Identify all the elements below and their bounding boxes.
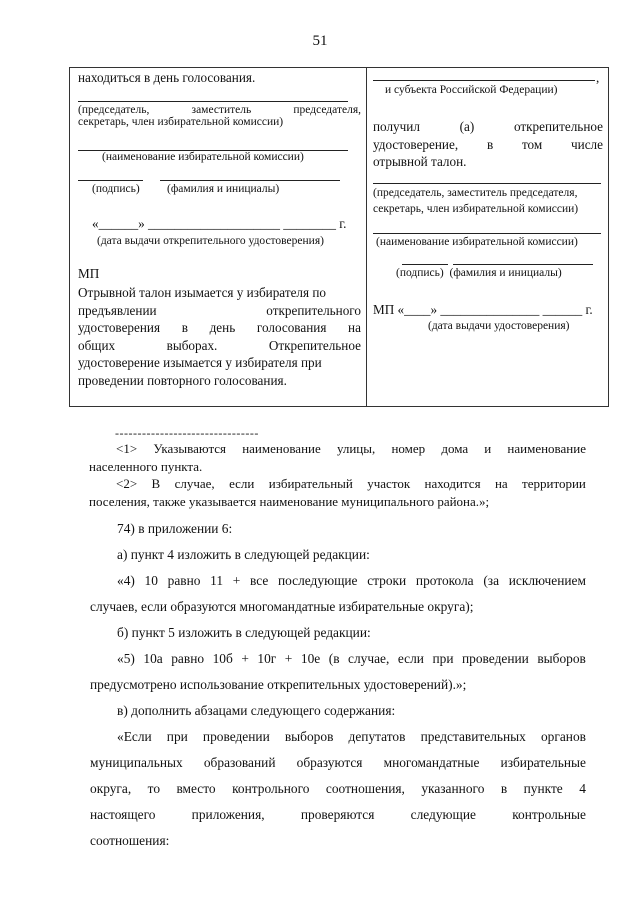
word: муниципальных bbox=[90, 755, 183, 770]
word: день bbox=[209, 320, 236, 335]
word: получил bbox=[373, 119, 420, 134]
word: проверяются bbox=[300, 807, 375, 822]
word: «Если bbox=[117, 729, 152, 744]
word: Указываются bbox=[153, 441, 227, 456]
word: на bbox=[494, 476, 508, 491]
word: представительных bbox=[420, 729, 526, 744]
received-line bbox=[373, 153, 603, 171]
word: пункте bbox=[523, 781, 563, 796]
left-top-line: находиться в день голосования. bbox=[78, 70, 256, 85]
word: настоящего bbox=[90, 807, 156, 822]
left-commission-label: (наименование избирательной комиссии) bbox=[102, 151, 304, 163]
word: том bbox=[521, 136, 543, 152]
word: номер bbox=[391, 441, 426, 456]
left-date-label: (дата выдачи открепительного удостоверения) bbox=[97, 235, 324, 247]
word: проведении bbox=[462, 651, 529, 666]
note-line bbox=[78, 302, 361, 320]
word: избирательный bbox=[268, 476, 353, 491]
word: образуются bbox=[296, 755, 363, 770]
word: выборов bbox=[284, 729, 334, 744]
word: + bbox=[232, 573, 241, 588]
right-top-comma: , bbox=[596, 70, 600, 85]
note-line bbox=[78, 354, 361, 372]
body-line bbox=[90, 542, 586, 568]
word: отрывной талон. bbox=[373, 154, 467, 169]
note-line bbox=[78, 372, 361, 390]
note-line bbox=[78, 337, 361, 355]
word: депутатов bbox=[348, 729, 406, 744]
left-sign-label: (подпись) bbox=[92, 183, 140, 195]
word: протокола bbox=[415, 573, 474, 588]
word: открепительного bbox=[266, 302, 361, 318]
note-line bbox=[78, 284, 361, 302]
word: (за bbox=[483, 573, 500, 588]
word: 10а bbox=[143, 651, 163, 666]
word: наименование bbox=[242, 441, 321, 456]
right-mp-date-line: МП «____» _______________ ______ г. bbox=[373, 302, 593, 317]
body-line bbox=[90, 828, 586, 854]
body-line bbox=[90, 776, 586, 802]
right-top-line bbox=[373, 80, 595, 81]
right-commission-label: (наименование избирательной комиссии) bbox=[376, 236, 578, 248]
word: Отрывной талон изымается у избирателя по bbox=[78, 285, 327, 300]
body-line bbox=[90, 516, 586, 542]
right-officer-label-1: (председатель, заместитель председателя, bbox=[373, 187, 578, 199]
amendment-text bbox=[90, 516, 586, 854]
word: В bbox=[151, 476, 161, 491]
right-commission-line bbox=[373, 233, 601, 234]
right-officer-line bbox=[373, 183, 601, 184]
region-label: и субъекта Российской Федерации) bbox=[385, 84, 558, 96]
word: удостоверение, bbox=[373, 136, 459, 152]
word: предъявлении bbox=[78, 302, 157, 318]
word: округа, bbox=[90, 781, 132, 796]
word: строки bbox=[367, 573, 407, 588]
word: при bbox=[432, 651, 454, 666]
word: заместитель bbox=[191, 104, 252, 116]
word: 4 bbox=[579, 781, 586, 796]
word: <1> bbox=[116, 441, 138, 456]
received-line bbox=[373, 118, 603, 136]
word: все bbox=[249, 573, 269, 588]
footnote-separator: -------------------------------- bbox=[115, 426, 259, 440]
word: дома bbox=[441, 441, 469, 456]
word: голосования bbox=[256, 320, 327, 335]
word: равно bbox=[167, 573, 201, 588]
word: случаев, если образуются многомандатные избирательные округа); bbox=[90, 599, 474, 614]
note-line bbox=[78, 319, 361, 337]
footnote-line bbox=[89, 493, 586, 511]
word: 10е bbox=[300, 651, 321, 666]
word: (председатель, bbox=[78, 104, 150, 116]
word: участок bbox=[367, 476, 411, 491]
page-number: 51 bbox=[312, 33, 328, 49]
word: случае, bbox=[174, 476, 215, 491]
word: <2> bbox=[116, 476, 138, 491]
word: 10б bbox=[212, 651, 233, 666]
body-line bbox=[90, 620, 586, 646]
word: если bbox=[397, 651, 424, 666]
body-line bbox=[90, 672, 586, 698]
word: улицы, bbox=[336, 441, 376, 456]
word: исключением bbox=[508, 573, 586, 588]
word: проведении повторного голосования. bbox=[78, 372, 287, 388]
word: многомандатные bbox=[383, 755, 480, 770]
word: 10г bbox=[257, 651, 277, 666]
word: населенного пункта. bbox=[89, 458, 203, 474]
body-line bbox=[90, 750, 586, 776]
word: поселения, также указывается наименование муниципального района.»; bbox=[89, 493, 490, 509]
word: числе bbox=[571, 136, 603, 152]
word: случае, bbox=[348, 651, 390, 666]
word: в) дополнить абзацами следующего содержания: bbox=[117, 703, 396, 718]
received-text bbox=[373, 118, 603, 171]
left-officer-label-line: секретарь, член избирательной комиссии) bbox=[78, 116, 284, 128]
footnotes bbox=[89, 440, 586, 510]
word: избирательные bbox=[500, 755, 586, 770]
word: а) пункт 4 изложить в следующей редакции: bbox=[117, 547, 370, 562]
word: в bbox=[181, 320, 188, 335]
word: если bbox=[229, 476, 255, 491]
right-officer-label-2: секретарь, член избирательной комиссии) bbox=[373, 203, 579, 215]
word: соотношения, bbox=[325, 781, 405, 796]
name-line bbox=[160, 180, 340, 181]
right-sign-line bbox=[402, 264, 448, 265]
word: и bbox=[484, 441, 492, 456]
right-date-label: (дата выдачи удостоверения) bbox=[428, 320, 570, 332]
body-line bbox=[90, 594, 586, 620]
word: 11 bbox=[210, 573, 224, 588]
word: указанного bbox=[421, 781, 485, 796]
word: следующие bbox=[410, 807, 476, 822]
word: открепительное bbox=[513, 119, 603, 134]
left-date-line: «______» ____________________ ________ г. bbox=[92, 216, 347, 231]
word: приложения, bbox=[191, 807, 265, 822]
word: контрольные bbox=[512, 807, 586, 822]
footnote-line bbox=[116, 440, 586, 458]
word: предусмотрено использование открепительных удостоверений).»; bbox=[90, 677, 467, 692]
body-line bbox=[90, 724, 586, 750]
officer-signature-line bbox=[78, 101, 348, 102]
word: органов bbox=[540, 729, 586, 744]
left-name-label: (фамилия и инициалы) bbox=[167, 183, 280, 195]
word: в bbox=[486, 136, 494, 152]
right-sign-name-label: (подпись) (фамилия и инициалы) bbox=[396, 267, 562, 279]
word: последующие bbox=[277, 573, 358, 588]
word: выборов bbox=[537, 651, 586, 666]
footnote-line bbox=[116, 475, 586, 493]
word: наименование bbox=[507, 441, 586, 456]
mp-stamp-label: МП bbox=[78, 266, 100, 281]
body-line bbox=[90, 646, 586, 672]
word: + bbox=[284, 651, 293, 666]
word: общих bbox=[78, 337, 116, 353]
word: выборах. bbox=[166, 337, 218, 353]
footnote-line bbox=[89, 458, 586, 476]
body-line bbox=[90, 802, 586, 828]
received-line bbox=[373, 136, 603, 154]
word: Открепительное bbox=[268, 337, 361, 353]
left-officer-label-line bbox=[78, 104, 361, 116]
word: «5) bbox=[117, 651, 135, 666]
word: (в bbox=[328, 651, 340, 666]
right-name-line bbox=[453, 264, 593, 265]
word: + bbox=[241, 651, 249, 666]
word: «4) bbox=[117, 573, 135, 588]
word: то bbox=[147, 781, 161, 796]
word: образований bbox=[203, 755, 276, 770]
word: председателя, bbox=[293, 104, 361, 116]
body-line bbox=[90, 568, 586, 594]
word: в bbox=[500, 781, 508, 796]
word: равно bbox=[171, 651, 205, 666]
word: удостоверение изымается у избирателя при bbox=[78, 355, 322, 370]
word: 10 bbox=[144, 573, 158, 588]
word: вместо bbox=[176, 781, 216, 796]
word: при bbox=[166, 729, 188, 744]
word: б) пункт 5 изложить в следующей редакции: bbox=[117, 625, 371, 640]
word: контрольного bbox=[232, 781, 310, 796]
detachable-coupon-note bbox=[78, 284, 361, 389]
word: территории bbox=[522, 476, 586, 491]
sign-line bbox=[78, 180, 143, 181]
word: 74) в приложении 6: bbox=[117, 521, 233, 536]
word: проведении bbox=[202, 729, 270, 744]
word: находится bbox=[424, 476, 481, 491]
body-line bbox=[90, 698, 586, 724]
word: соотношения: bbox=[90, 833, 170, 848]
word: удостоверения bbox=[78, 320, 161, 335]
word: (а) bbox=[459, 119, 475, 134]
left-officer-label bbox=[78, 104, 361, 128]
word: на bbox=[348, 320, 361, 335]
column-divider bbox=[366, 67, 367, 407]
